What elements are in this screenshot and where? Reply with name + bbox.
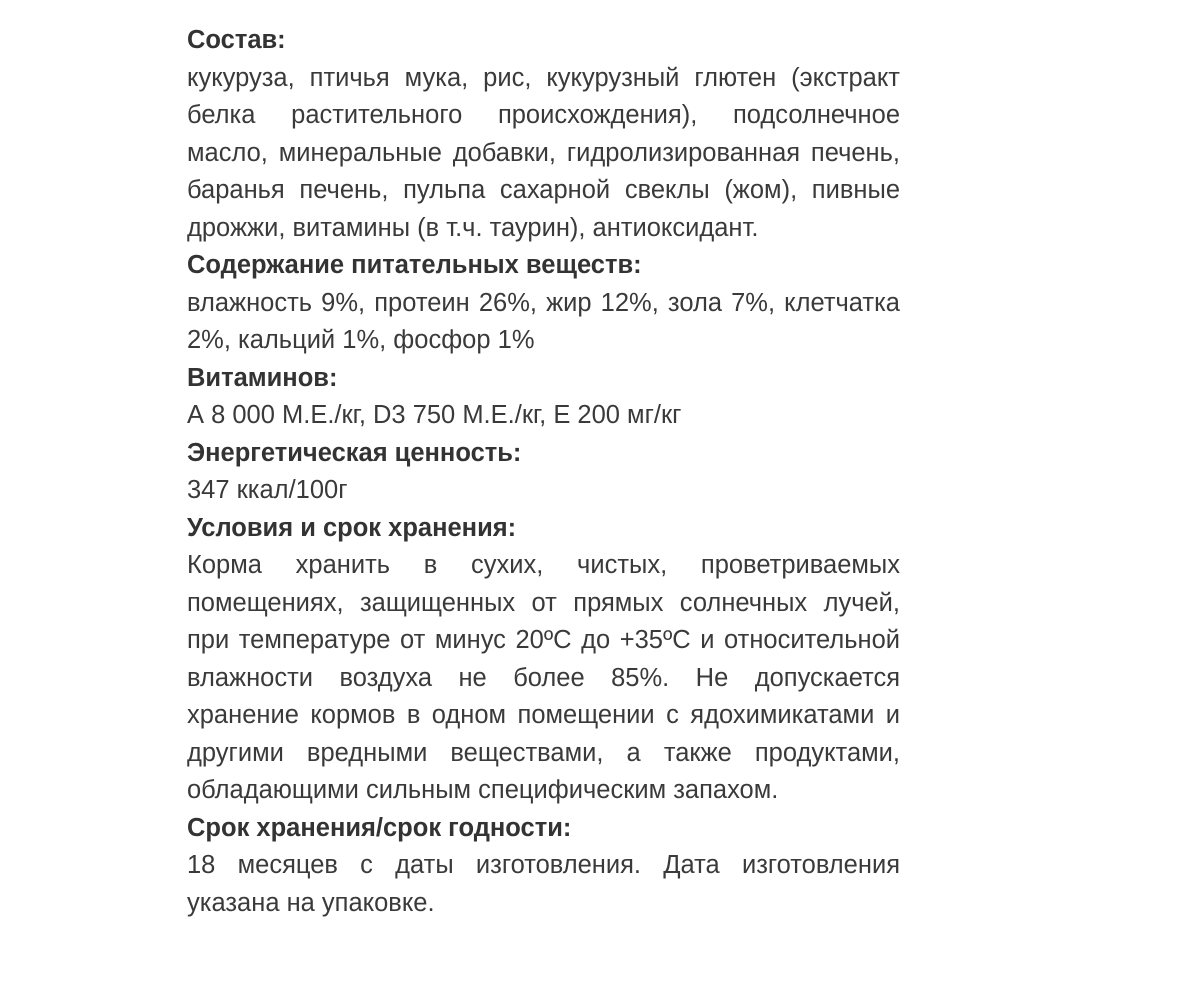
section-vitamins bbox=[187, 360, 900, 435]
energy-heading: Энергетическая ценность: bbox=[187, 438, 522, 467]
section-storage-conditions bbox=[187, 510, 900, 810]
shelf-life-heading: Срок хранения/срок годности: bbox=[187, 813, 572, 842]
composition-heading: Состав: bbox=[187, 26, 286, 54]
storage-conditions-text: Корма хранить в сухих, чистых, проветриваемых помещениях, защищенных от прямых солнечных лучей, при температуре от минус 20ºС до +35ºС и относительной влажности воздуха не более 85%. Не допускается хранение кормов в одном помещении с ядохимикатами и другими вредными веществами, а также продуктами, обладающими сильным специфическим запахом. bbox=[187, 551, 900, 804]
product-specification bbox=[187, 22, 900, 922]
section-shelf-life bbox=[187, 810, 900, 923]
energy-text: 347 ккал/100г bbox=[187, 476, 348, 504]
section-energy bbox=[187, 435, 900, 510]
vitamins-heading: Витаминов: bbox=[187, 363, 338, 392]
storage-conditions-heading: Условия и срок хранения: bbox=[187, 513, 517, 542]
composition-text: кукуруза, птичья мука, рис, кукурузный глютен (экстракт белка растительного происхождения), подсолнечное масло, минеральные добавки, гидролизированная печень, баранья печень, пульпа сахарной свеклы (жом), пивные дрожжи, витамины (в т.ч. таурин), антиоксидант. bbox=[187, 63, 900, 242]
section-composition bbox=[187, 22, 900, 247]
vitamins-text: А 8 000 М.Е./кг, D3 750 М.Е./кг, Е 200 мг/кг bbox=[187, 401, 682, 429]
nutrients-heading: Содержание питательных веществ: bbox=[187, 251, 642, 279]
nutrients-text: влажность 9%, протеин 26%, жир 12%, зола 7%, клетчатка 2%, кальций 1%, фосфор 1% bbox=[187, 288, 900, 354]
shelf-life-text: 18 месяцев с даты изготовления. Дата изготовления указана на упаковке. bbox=[187, 851, 900, 917]
section-nutrients bbox=[187, 247, 900, 360]
